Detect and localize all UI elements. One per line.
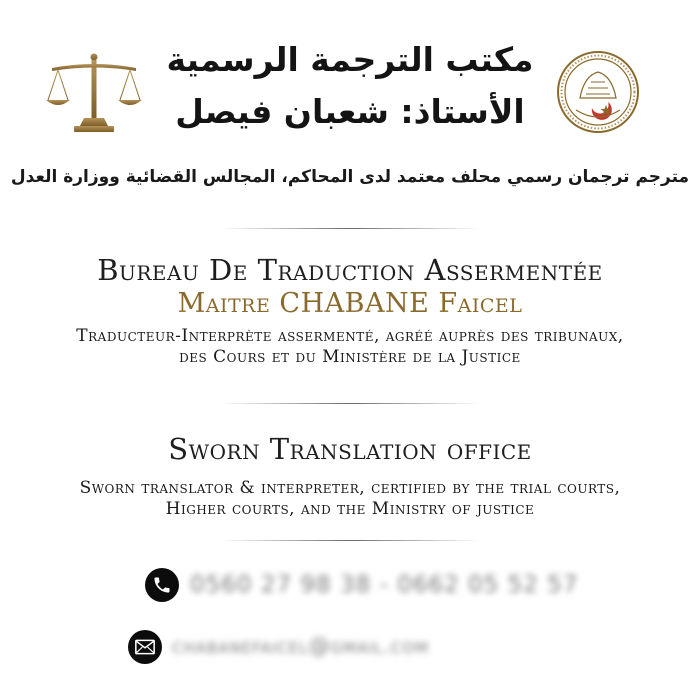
english-description-line2: Higher courts, and the Ministry of justice: [165, 499, 535, 519]
english-title: Sworn Translation office: [168, 432, 532, 466]
english-description-line1: Sworn translator & interpreter, certified by the trial courts,: [79, 478, 621, 498]
phone-icon: [145, 568, 179, 602]
arabic-subtitle: مترجم ترجمان رسمي محلف معتمد لدى المحاكم، المجالس القضائية ووزارة العدل: [10, 167, 690, 187]
algeria-state-seal-icon: [556, 50, 640, 134]
scales-of-justice-icon: [44, 52, 144, 136]
email-address: chabanefaicel@gmail.com: [172, 634, 430, 658]
divider: [220, 403, 480, 404]
divider: [220, 540, 480, 541]
phone-number: 0560 27 98 38 - 0662 05 52 57: [190, 572, 579, 598]
arabic-title-line2: الأستاذ: شعبان فيصل: [175, 92, 525, 131]
french-title: Bureau De Traduction Assermentée: [97, 253, 603, 287]
divider: [220, 228, 480, 229]
envelope-icon: [128, 630, 162, 664]
french-description-line2: des Cours et du Ministère de la Justice: [179, 347, 521, 367]
arabic-title-line1: مكتب الترجمة الرسمية: [166, 40, 534, 79]
french-description-line1: Traducteur-Interprète assermenté, agréé auprès des tribunaux,: [76, 326, 624, 346]
french-name: Maitre CHABANE Faicel: [177, 288, 523, 319]
